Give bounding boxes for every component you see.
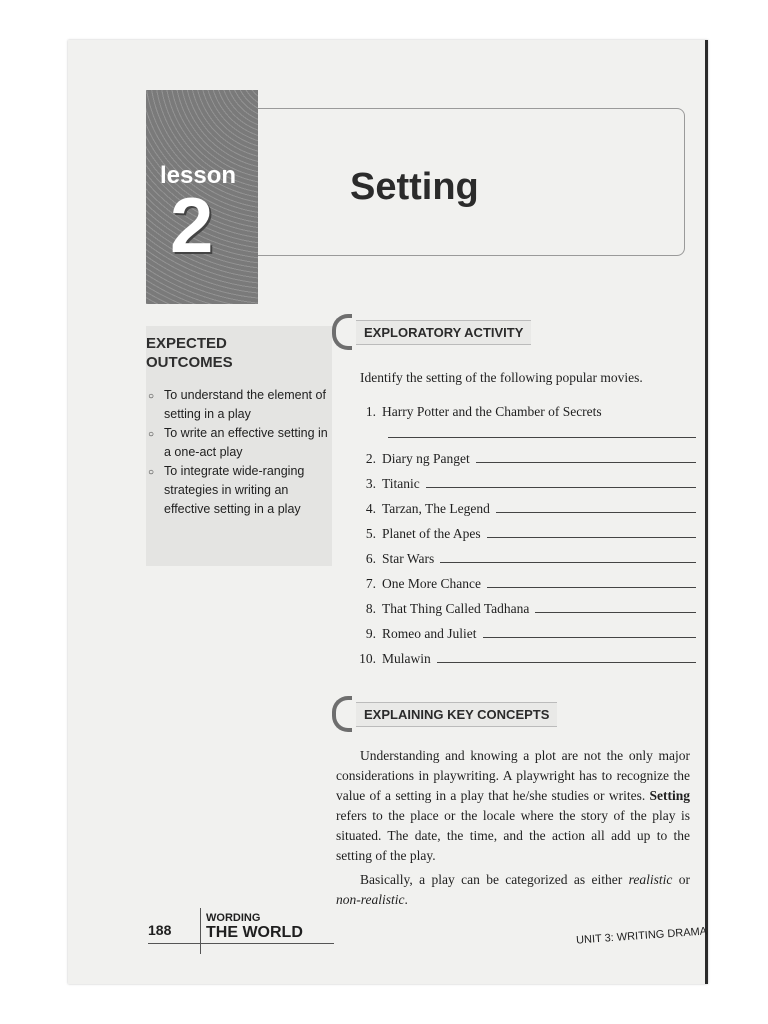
- bullet-icon: ○: [148, 429, 155, 440]
- bracket-icon: [332, 314, 352, 350]
- outcomes-list: [148, 386, 338, 519]
- answer-blank[interactable]: [476, 462, 696, 463]
- concept-paragraph: Understanding and knowing a plot are not the only major considerations in playwriting. A playwright has to recognize the value of a setting in a play that he/she studies or writes. Setting refers to the place or the locale where the story of the play is situated. The date, the time, and the action all add up to the setting of the play.: [336, 748, 690, 863]
- bracket-icon: [332, 696, 352, 732]
- brand-top: WORDING: [206, 912, 261, 924]
- outcome-item: ○ To integrate wide-ranging strategies in writing an effective setting in a play: [148, 464, 305, 516]
- footer-divider: [200, 908, 201, 954]
- list-item: 6. Star Wars: [352, 542, 696, 567]
- lesson-title: Setting: [350, 166, 479, 208]
- list-item: 2. Diary ng Panget: [352, 442, 696, 467]
- list-item: 9. Romeo and Juliet: [352, 617, 696, 642]
- answer-blank[interactable]: [487, 587, 696, 588]
- textbook-page: [68, 40, 708, 984]
- answer-blank[interactable]: [426, 487, 696, 488]
- outcome-item: ○ To write an effective setting in a one-act play: [148, 426, 328, 459]
- lesson-number: 2: [170, 181, 214, 269]
- list-item: 5. Planet of the Apes: [352, 517, 696, 542]
- list-item: 10. Mulawin: [352, 642, 696, 667]
- lesson-badge: [146, 90, 258, 304]
- answer-blank[interactable]: [437, 662, 696, 663]
- list-item: 3. Titanic: [352, 467, 696, 492]
- answer-blank[interactable]: [440, 562, 696, 563]
- movie-list: [352, 398, 696, 667]
- activity-instruction: Identify the setting of the following popular movies.: [360, 370, 643, 385]
- exploratory-heading: EXPLORATORY ACTIVITY: [332, 314, 531, 350]
- brand-bottom: THE WORLD: [206, 924, 303, 941]
- list-item: 8. That Thing Called Tadhana: [352, 592, 696, 617]
- bullet-icon: ○: [148, 467, 155, 478]
- unit-label: UNIT 3: WRITING DRAMA: [575, 925, 708, 947]
- bullet-icon: ○: [148, 391, 155, 402]
- answer-blank[interactable]: [388, 437, 696, 438]
- list-item: 7. One More Chance: [352, 567, 696, 592]
- outcome-item: ○ To understand the element of setting in a play: [148, 388, 326, 421]
- page-edge: [705, 40, 708, 984]
- key-concepts-heading: EXPLAINING KEY CONCEPTS: [332, 696, 557, 732]
- answer-blank[interactable]: [483, 637, 697, 638]
- answer-blank[interactable]: [535, 612, 696, 613]
- list-item: 4. Tarzan, The Legend: [352, 492, 696, 517]
- answer-line[interactable]: [352, 420, 696, 442]
- list-item: 1. Harry Potter and the Chamber of Secrets: [365, 404, 602, 419]
- lesson-word: lesson: [160, 162, 237, 189]
- concept-paragraph-2: Basically, a play can be categorized as either realistic or non-realistic.: [336, 872, 690, 907]
- page-number: 188: [148, 922, 172, 938]
- answer-blank[interactable]: [487, 537, 696, 538]
- footer-rule: [148, 943, 334, 944]
- outcomes-heading: EXPECTED OUTCOMES: [146, 335, 233, 371]
- answer-blank[interactable]: [496, 512, 696, 513]
